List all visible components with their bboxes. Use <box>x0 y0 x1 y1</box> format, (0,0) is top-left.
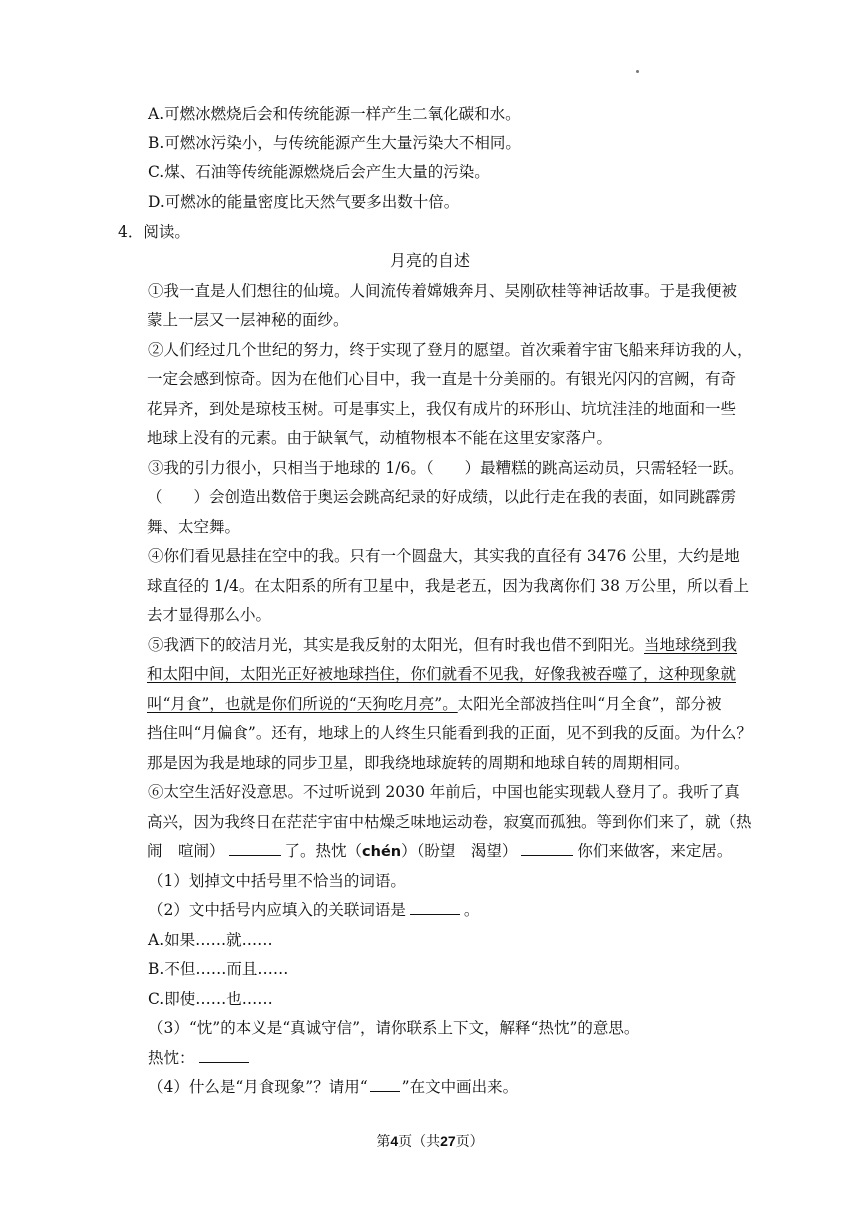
para-5-text: ⑤我洒下的皎洁月光，其实是我反射的太阳光，但有时我也借不到阳光。 <box>148 636 645 654</box>
passage-title: 月亮的自述 <box>389 251 470 270</box>
total-pages: 27 <box>440 1133 456 1149</box>
para-3-line-3: 舞、太空舞。 <box>147 518 241 536</box>
para-6-text: 你们来做客，来定居。 <box>577 842 733 860</box>
underlined-eclipse-text: 当地球绕到我 <box>644 636 738 654</box>
para-3-line-2: （ ）会创造出数倍于奥运会跳高纪录的好成绩，以此行走在我的表面，如同跳霹雳 <box>147 488 737 506</box>
para-6-line-3 <box>147 841 732 862</box>
pinyin: chén <box>362 844 402 860</box>
option-a: A.可燃冰燃烧后会和传统能源一样产生二氧化碳和水。 <box>148 105 521 123</box>
para-5-line-2 <box>147 664 736 684</box>
choice-b: B.不但……而且…… <box>148 960 289 978</box>
para-4-line-1: ④你们看见悬挂在空中的我。只有一个圆盘大，其实我的直径有 3476 公里，大约是地 <box>148 547 740 565</box>
sub-question-3-answer <box>148 1048 253 1068</box>
footer-suffix: 页） <box>455 1134 484 1150</box>
sub-question-2 <box>148 900 479 920</box>
word-choice-1: 闹 喧闹） <box>147 842 225 860</box>
sub-question-4 <box>148 1077 518 1097</box>
page-number: 4 <box>390 1133 399 1149</box>
answer-blank-4[interactable] <box>199 1048 249 1063</box>
para-5-line-5: 那是因为我是地球的同步卫星，即我绕地球旋转的周期和地球自转的周期相同。 <box>147 754 690 772</box>
choice-c: C.即使……也…… <box>148 990 273 1008</box>
sub-question-1: （1）划掉文中括号里不恰当的词语。 <box>148 872 406 890</box>
para-6-line-1: ⑥太空生活好没意思。不过听说到 2030 年前后，中国也能实现载人登月了。我听了真 <box>148 783 740 801</box>
para-6-line-2: 高兴，因为我终日在茫茫宇宙中枯燥乏味地运动卷，寂寞而孤独。等到你们来了，就（热 <box>147 813 752 831</box>
para-1-line-1: ①我一直是人们想往的仙境。人间流传着嫦娥奔月、吴刚砍桂等神话故事。于是我便被 <box>148 282 738 300</box>
answer-blank-1[interactable] <box>229 841 281 856</box>
para-5-line-3 <box>147 694 722 714</box>
footer-middle: 页（共 <box>398 1134 441 1150</box>
sub-question-3: （3）“忱”的本义是“真诚守信”，请你联系上下文，解释“热忱”的意思。 <box>148 1019 640 1037</box>
para-5-text: 太阳光全部波挡住叫“月全食”，部分被 <box>457 695 722 713</box>
para-5-line-4: 挡住叫“月偏食”。还有，地球上的人终生只能看到我的正面，见不到我的反面。为什么？ <box>147 724 752 742</box>
sub-question-4-text: （4）什么是“月食现象”？请用“ <box>148 1078 368 1096</box>
choice-a: A.如果……就…… <box>148 931 273 949</box>
underlined-eclipse-text: 和太阳中间，太阳光正好被地球挡住，你们就看不见我，好像我被吞噬了，这种现象就 <box>147 665 737 683</box>
sub-question-4-end: ”在文中画出来。 <box>401 1078 519 1096</box>
option-d: D.可燃冰的能量密度比天然气要多出数十倍。 <box>148 193 460 211</box>
para-4-line-2: 球直径的 1/4。在太阳系的所有卫星中，我是老五，因为我离你们 38 万公里，所以看上 <box>147 577 749 595</box>
answer-label: 热忱： <box>148 1049 195 1067</box>
para-1-line-2: 蒙上一层又一层神秘的面纱。 <box>147 311 349 329</box>
underlined-eclipse-text: 叫“月食”，也就是你们所说的“天狗吃月亮”。 <box>147 695 458 713</box>
scan-dot <box>636 70 639 73</box>
para-5-line-1 <box>148 635 737 655</box>
answer-blank-2[interactable] <box>521 841 573 856</box>
option-b: B.可燃冰污染小，与传统能源产生大量污染大不相同。 <box>148 134 521 152</box>
para-6-text: 了。热忱（ <box>284 842 363 860</box>
para-2-line-4: 地球上没有的元素。由于缺氧气，动植物根本不能在这里安家落户。 <box>147 429 613 447</box>
para-4-line-3: 去才显得那么小。 <box>147 606 272 624</box>
underline-sample <box>370 1077 400 1092</box>
para-2-line-3: 花异齐，到处是琼枝玉树。可是事实上，我仅有成片的环形山、坑坑洼洼的地面和一些 <box>147 400 737 418</box>
option-c: C.煤、石油等传统能源燃烧后会产生大量的污染。 <box>148 163 490 181</box>
sub-question-2-text: （2）文中括号内应填入的关联词语是 <box>148 901 406 919</box>
word-choice-2: ）（盼望 渴望） <box>401 842 518 860</box>
footer-prefix: 第 <box>376 1134 391 1150</box>
sub-question-2-end: 。 <box>463 901 480 919</box>
para-2-line-2: 一定会感到惊奇。因为在他们心目中，我一直是十分美丽的。有银光闪闪的宫阙，有奇 <box>147 370 737 388</box>
para-2-line-1: ②人们经过几个世纪的努力，终于实现了登月的愿望。首次乘着宇宙飞船来拜访我的人， <box>148 341 753 359</box>
answer-blank-3[interactable] <box>410 900 460 915</box>
page-footer <box>0 1131 860 1151</box>
para-3-line-1: ③我的引力很小，只相当于地球的 1/6。（ ）最糟糕的跳高运动员，只需轻轻一跃。 <box>148 459 744 477</box>
question-number: 4．阅读。 <box>118 223 190 241</box>
